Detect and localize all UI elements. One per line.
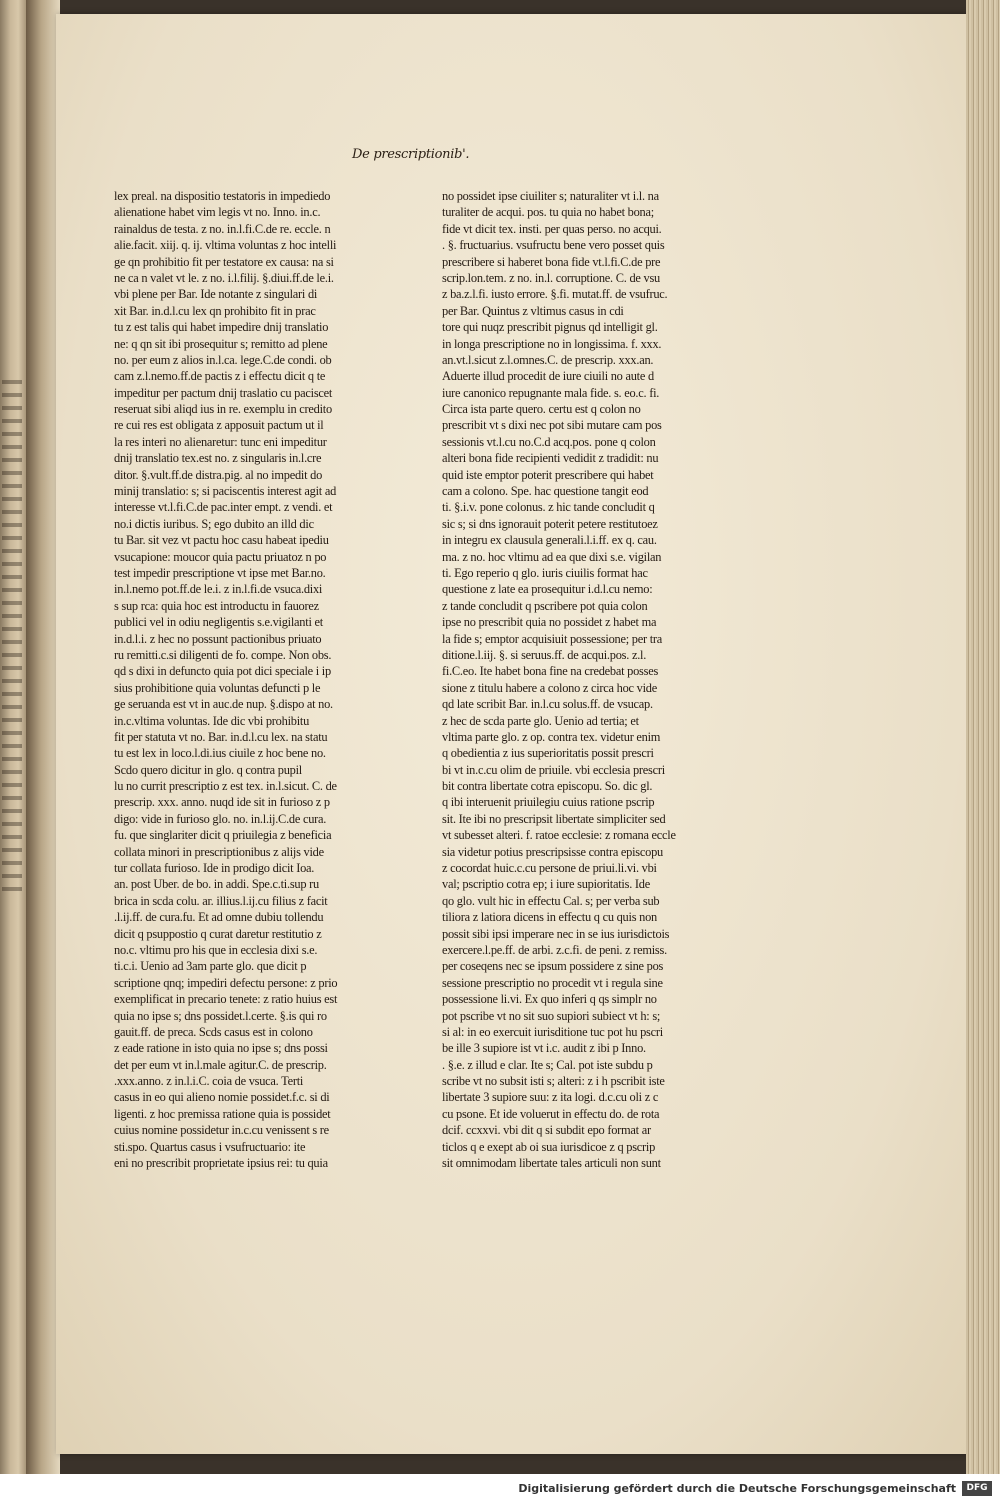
text-line: rainaldus de testa. z no. in.l.fi.C.de re. eccle. n — [114, 221, 331, 236]
text-line: ne: q qn sit ibi prosequitur s; remitto ad plene — [114, 336, 328, 351]
text-line: si al: in eo exercuit iurisditione tuc pot hu pscri — [442, 1024, 663, 1039]
text-line: be ille 3 supiore ist vt i.c. audit z ibi p Inno. — [442, 1041, 646, 1056]
text-line: qo glo. vult hic in effectu Cal. s; per verba sub — [442, 893, 660, 908]
text-line: z eade ratione in isto quia no ipse s; dns possi — [114, 1041, 328, 1056]
text-line: turaliter de acqui. pos. tu quia no habet bona; — [442, 205, 654, 220]
text-line: scrip.lon.tem. z no. in.l. corruptione. C. de vsu — [442, 270, 660, 285]
text-line: vt subesset alteri. f. ratoe ecclesie: z romana eccle — [442, 828, 676, 843]
text-line: in.d.l.i. z hec no possunt pactionibus priuato — [114, 631, 322, 646]
text-line: in integru ex clausula generali.l.i.ff. ex q. cau. — [442, 533, 657, 548]
text-line: scribe vt no subsit isti s; alteri: z i h pscribit iste — [442, 1074, 665, 1089]
text-line: ma. z no. hoc vltimu ad ea que dixi s.e. vigilan — [442, 549, 662, 564]
text-line: cuius nomine possidetur in.c.cu venissent s re — [114, 1123, 329, 1138]
text-line: brica in scda colu. ar. illius.l.ij.cu filius z facit — [114, 893, 328, 908]
text-line: z tande concludit q pscribere pot quia colon — [442, 598, 648, 613]
text-line: ipse no prescribit quia no possidet z habet ma — [442, 615, 657, 630]
page-fore-edge — [966, 0, 1000, 1474]
text-line: z cocordat huic.c.cu persone de priui.li.vi. vbi — [442, 861, 657, 876]
text-line: sti.spo. Quartus casus i vsufructuario: ite — [114, 1139, 306, 1154]
text-line: possessione li.vi. Ex quo inferi q qs simplr no — [442, 992, 657, 1007]
left-page-text-sliver — [2, 380, 22, 900]
text-line: z hec de scda parte glo. Uenio ad tertia; et — [442, 713, 639, 728]
text-line: fit per statuta vt no. Bar. in.d.l.cu lex. na statu — [114, 729, 328, 744]
running-head: De prescriptionib'. — [352, 147, 470, 162]
text-line: ge qn prohibitio fit per testatore ex causa: na si — [114, 254, 334, 269]
text-line: . §.e. z illud e clar. Ite s; Cal. pot iste subdu p — [442, 1057, 653, 1072]
text-line: publici vel in odiu negligentis s.e.vigilanti et — [114, 615, 323, 630]
text-line: .l.ij.ff. de cura.fu. Et ad omne dubiu tollendu — [114, 910, 324, 925]
text-line: ru remitti.c.si diligenti de fo. compe. Non obs. — [114, 647, 332, 662]
text-line: collata minori in prescriptionibus z alijs vide — [114, 844, 324, 859]
text-line: no. per eum z alios in.l.ca. lege.C.de condi. ob — [114, 352, 332, 367]
text-line: iure canonico repugnante mala fide. s. eo.c. fi. — [442, 385, 660, 400]
text-line: val; pscriptio cotra ep; i iure supioritatis. Ide — [442, 877, 650, 892]
text-line: prescribit vt s dixi nec pot sibi mutare cam pos — [442, 418, 662, 433]
text-line: fu. que singlariter dicit q priuilegia z beneficia — [114, 828, 332, 843]
text-line: ge seruanda est vt in auc.de nup. §.dispo at no. — [114, 697, 333, 712]
text-line: in longa prescriptione no in longissima. f. xxx. — [442, 336, 662, 351]
text-line: sit omnimodam libertate tales articuli non sunt — [442, 1156, 661, 1171]
text-line: qd s dixi in defuncto quia pot dici speciale i ip — [114, 664, 331, 679]
text-line: tu est lex in loco.l.di.ius ciuile z hoc bene no. — [114, 746, 326, 761]
text-line: per Bar. Quintus z vltimus casus in cdi — [442, 303, 624, 318]
text-line: sessionis vt.l.cu no.C.d acq.pos. pone q colon — [442, 434, 656, 449]
text-line: in.l.nemo pot.ff.de le.i. z in.l.fi.de vsuca.dixi — [114, 582, 323, 597]
book-gutter — [26, 0, 60, 1474]
text-line: ticlos q e exept ab oi sua iurisdicoe z q pscrip — [442, 1139, 656, 1154]
text-line: ligenti. z hoc premissa ratione quia is possidet — [114, 1106, 331, 1121]
text-line: Aduerte illud procedit de iure ciuili no aute d — [442, 369, 654, 384]
text-line: z ba.z.l.fi. iusto errore. §.fi. mutat.ff. de vsufruc. — [442, 287, 668, 302]
right-text-column — [442, 188, 682, 1171]
text-line: lex preal. na dispositio testatoris in impediedo — [114, 189, 331, 203]
text-line: prescrip. xxx. anno. nuqd ide sit in furioso z p — [114, 795, 330, 810]
text-line: la res interi no alienaretur: tunc eni impeditur — [114, 434, 327, 449]
text-line: bit contra libertate cotra episcopu. So. dic gl. — [442, 779, 653, 794]
text-line: qd late scribit Bar. in.l.cu solus.ff. de vsucap. — [442, 697, 653, 712]
text-line: eni no prescribit proprietate ipsius rei: tu quia — [114, 1156, 328, 1171]
funding-credit: Digitalisierung gefördert durch die Deutsche Forschungsgemeinschaft — [518, 1482, 956, 1495]
text-line: ditione.l.iij. §. si seruus.ff. de acqui.pos. z.l. — [442, 647, 647, 662]
text-line: no possidet ipse ciuiliter s; naturaliter vt i.l. na — [442, 189, 659, 203]
text-line: sia videtur potius prescripsisse contra episcopu — [442, 844, 663, 859]
text-line: s sup rca: quia hoc est introductu in fauorez — [114, 598, 319, 613]
text-line: fide vt dicit tex. insti. per quas perso. no acqui. — [442, 221, 662, 236]
text-line: bi vt in.c.cu olim de priuile. vbi ecclesia prescri — [442, 762, 665, 777]
text-line: vsucapione: moucor quia pactu priuatoz n po — [114, 549, 327, 564]
text-line: sessione prescriptio no procedit vt i regula sine — [442, 975, 663, 990]
text-line: minij translatio: s; si paciscentis interest agit ad — [114, 484, 337, 499]
text-line: per coseqens nec se ipsum possidere z sine pos — [442, 959, 664, 974]
text-line: exercere.l.pe.ff. de arbi. z.c.fi. de peni. z remiss. — [442, 942, 667, 957]
text-line: digo: vide in furioso glo. no. in.l.ij.C.de cura. — [114, 811, 327, 826]
text-line: re cui res est obligata z apposuit pactum ut il — [114, 418, 324, 433]
text-line: sius prohibitione quia voluntas defuncti p le — [114, 680, 321, 695]
text-line: tiliora z latiora dicens in effectu q cu quis non — [442, 910, 657, 925]
text-line: no.i dictis iuribus. S; ego dubito an illd dic — [114, 516, 314, 531]
text-line: Scdo quero dicitur in glo. q contra pupil — [114, 762, 302, 777]
text-line: gauit.ff. de preca. Scds casus est in colono — [114, 1024, 313, 1039]
footer-bar — [0, 1474, 1000, 1504]
text-line: impeditur per pactum dnij traslatio cu paciscet — [114, 385, 333, 400]
text-line: la fide s; emptor acquisiuit possessione; per tra — [442, 631, 663, 646]
text-line: cam a colono. Spe. hac questione tangit eod — [442, 484, 649, 499]
text-line: interesse vt.l.fi.C.de pac.inter empt. z vendi. et — [114, 500, 333, 515]
text-line: tu Bar. sit vez vt pactu hoc casu habeat ipediu — [114, 533, 329, 548]
left-page-edge — [0, 0, 26, 1474]
text-line: no.c. vltimu pro his que in ecclesia dixi s.e. — [114, 942, 318, 957]
text-line: sione z titulu habere a colono z circa hoc vide — [442, 680, 657, 695]
left-text-column — [114, 188, 350, 1171]
text-line: ditor. §.vult.ff.de distra.pig. al no impedit do — [114, 467, 323, 482]
text-line: an. post Uber. de bo. in addi. Spe.c.ti.sup ru — [114, 877, 319, 892]
text-line: tu z est talis qui habet impedire dnij translatio — [114, 320, 329, 335]
text-line: quid iste emptor poterit prescribere qui habet — [442, 467, 654, 482]
text-line: casus in eo qui alieno nomie possidet.f.c. si di — [114, 1090, 330, 1105]
text-line: possit sibi ipsi imperare nec in se ius iurisdictois — [442, 926, 670, 941]
text-line: det per eum vt in.l.male agitur.C. de prescrip. — [114, 1057, 327, 1072]
text-line: vltima parte glo. z op. contra tex. videtur enim — [442, 729, 661, 744]
text-line: tore qui nuqz prescribit pignus qd intelligit gl. — [442, 320, 658, 335]
text-line: vbi plene per Bar. Ide notante z singulari di — [114, 287, 318, 302]
text-line: dcif. ccxxvi. vbi dit q si subdit epo format ar — [442, 1123, 651, 1138]
text-line: sic s; si dns ignorauit poterit petere restitutoez — [442, 516, 658, 531]
text-line: .xxx.anno. z in.l.i.C. coia de vsuca. Terti — [114, 1074, 304, 1089]
text-line: in.c.vltima voluntas. Ide dic vbi prohibitu — [114, 713, 310, 728]
text-line: xit Bar. in.d.l.cu lex qn prohibito fit in prac — [114, 303, 316, 318]
text-line: pot pscribe vt no sit suo supiori subiect vt h: s; — [442, 1008, 661, 1023]
text-line: libertate 3 supiore suu: z ita logi. d.c.cu oli z c — [442, 1090, 659, 1105]
text-line: dnij translatio tex.est no. z singularis in.l.cre — [114, 451, 322, 466]
text-line: cu psone. Et ide voluerut in effectu do. de rota — [442, 1106, 660, 1121]
text-line: test impedir prescriptione vt ipse met Bar.no. — [114, 565, 326, 580]
text-line: scriptione qnq; impediri defectu persone: z prio — [114, 975, 338, 990]
text-line: tur collata furioso. Ide in prodigo dicit Ioa. — [114, 861, 315, 876]
dfg-logo: DFG — [962, 1481, 992, 1496]
text-line: ti. Ego reperio q glo. iuris ciuilis format hac — [442, 565, 648, 580]
text-line: q obedientia z ius superioritatis possit prescri — [442, 746, 654, 761]
text-line: . §. fructuarius. vsufructu bene vero posset quis — [442, 238, 665, 253]
text-line: alie.facit. xiij. q. ij. vltima voluntas z hoc intelli — [114, 238, 337, 253]
text-line: ti.c.i. Uenio ad 3am parte glo. que dicit p — [114, 959, 307, 974]
text-line: alteri bona fide recipienti vedidit z tradidit: nu — [442, 451, 659, 466]
text-line: dicit q psuppostio q curat daretur restitutio z — [114, 926, 322, 941]
text-line: sit. Ite ibi no prescripsit libertate simpliciter sed — [442, 811, 666, 826]
text-line: lu no currit prescriptio z est tex. in.l.sicut. C. de — [114, 779, 337, 794]
text-line: an.vt.l.sicut z.l.omnes.C. de prescrip. xxx.an. — [442, 352, 654, 367]
text-line: questione z late ea prosequitur i.d.l.cu nemo: — [442, 582, 653, 597]
text-line: alienatione habet vim legis vt no. Inno. in.c. — [114, 205, 321, 220]
text-line: ti. §.i.v. pone colonus. z hic tande concludit q — [442, 500, 655, 515]
text-line: ne ca n valet vt le. z no. i.l.filij. §.diui.ff.de le.i. — [114, 270, 334, 285]
text-line: exemplificat in precario tenete: z ratio huius est — [114, 992, 338, 1007]
text-line: fi.C.eo. Ite habet bona fine na credebat posses — [442, 664, 659, 679]
text-line: reseruat sibi aliqd ius in re. exemplu in credito — [114, 402, 332, 417]
text-line: q ibi interuenit priuilegiu cuius ratione pscrip — [442, 795, 655, 810]
text-line: cam z.l.nemo.ff.de pactis z i effectu dicit q te — [114, 369, 326, 384]
text-line: Circa ista parte quero. certu est q colon no — [442, 402, 641, 417]
text-line: quia no ipse s; dns possidet.l.certe. §.is qui ro — [114, 1008, 327, 1023]
text-line: prescribere si haberet bona fide vt.l.fi.C.de pre — [442, 254, 661, 269]
